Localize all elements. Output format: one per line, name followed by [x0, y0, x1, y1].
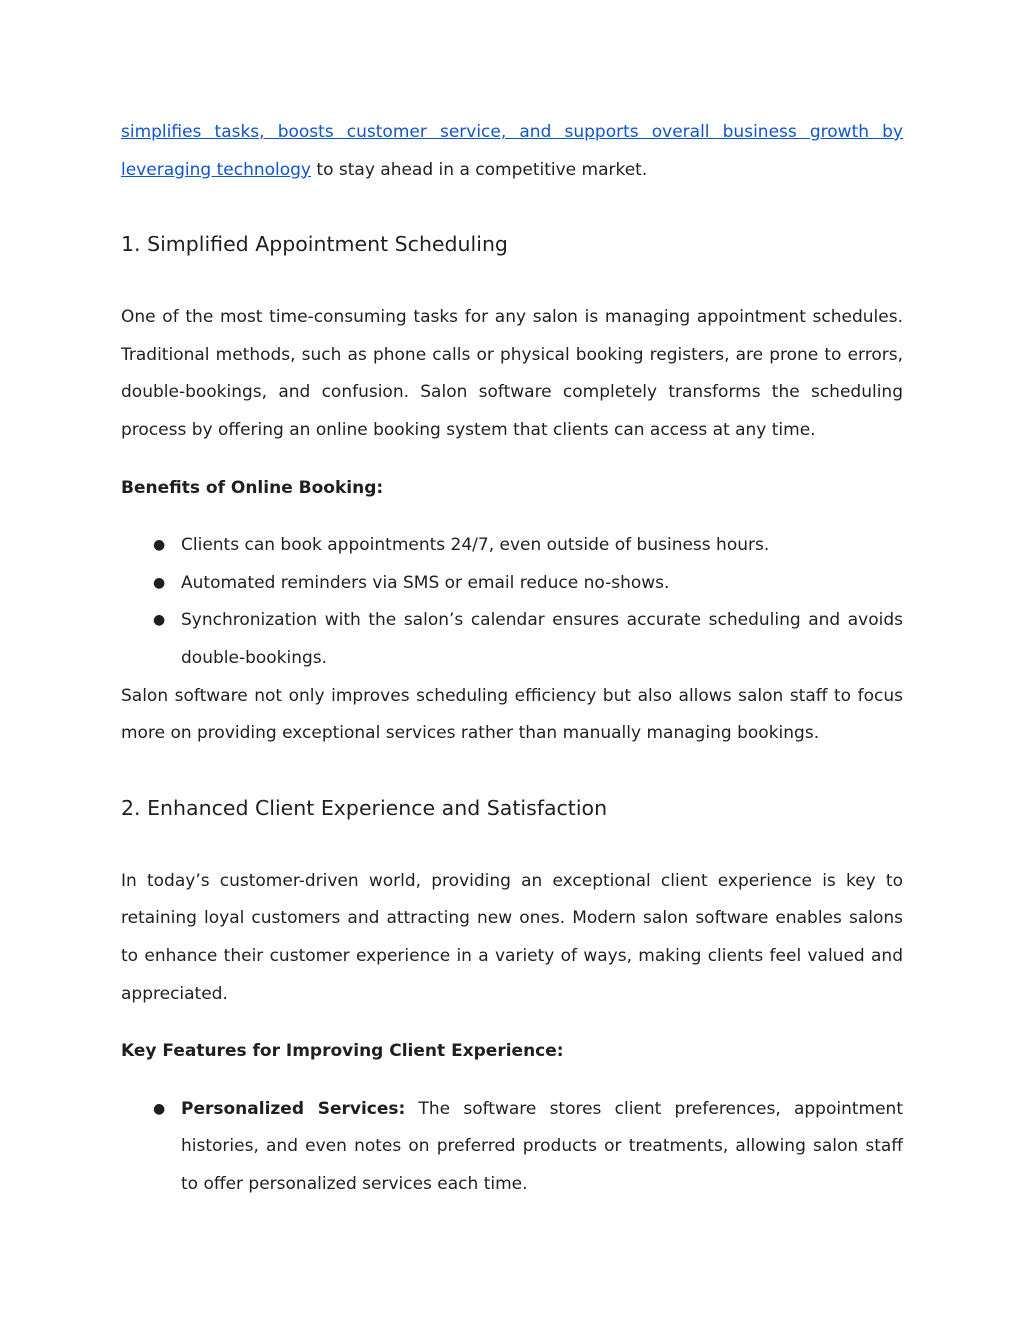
section-1-closing-paragraph: Salon software not only improves scheduling efficiency but also allows salon staff to focus more on providing exceptional services rather than manually managing bookings. [121, 685, 903, 744]
section-2-heading: 2. Enhanced Client Experience and Satisfaction [121, 795, 608, 820]
document-page [121, 114, 903, 1203]
section-1-paragraph: One of the most time-consuming tasks for any salon is managing appointment schedules. Traditional methods, such as phone calls or physical booking registers, are prone to errors, double-bookings, and confusion. Salon software completely transforms the scheduling process by offering an online booking system that clients can access at any time. [121, 307, 903, 440]
section-1-heading: 1. Simplified Appointment Scheduling [121, 232, 508, 257]
section-2-subheading: Key Features for Improving Client Experience: [121, 1041, 564, 1062]
section-1-subheading: Benefits of Online Booking: [121, 477, 384, 498]
bullet-icon: ● [153, 574, 166, 591]
list-item-text: Synchronization with the salon’s calendar ensures accurate scheduling and avoids double-bookings. [181, 610, 903, 668]
section-2-bullet-list [121, 1091, 903, 1204]
bullet-icon: ● [153, 537, 166, 554]
list-item-label: Personalized Services: [181, 1098, 406, 1119]
list-item-text: The software stores client preferences, appointment histories, and even notes on preferred products or treatments, allowing salon staff to offer personalized services each time. [181, 1098, 903, 1194]
intro-rest-text: to stay ahead in a competitive market. [311, 159, 648, 180]
section-2-paragraph: In today’s customer-driven world, providing an exceptional client experience is key to retaining loyal customers and attracting new ones. Modern salon software enables salons to enhance their customer experience in a variety of ways, making clients feel valued and appreciated. [121, 870, 903, 1004]
bullet-icon: ● [153, 612, 166, 629]
list-item [153, 602, 903, 677]
list-item [153, 1091, 903, 1204]
list-item [153, 565, 903, 603]
list-item-text: Clients can book appointments 24/7, even outside of business hours. [181, 535, 770, 556]
list-item-text: Automated reminders via SMS or email reduce no-shows. [181, 572, 670, 593]
bullet-icon: ● [153, 1100, 166, 1117]
section-1-bullet-list [121, 527, 903, 677]
list-item [153, 527, 903, 565]
intro-link[interactable]: simplifies tasks, boosts customer service, and supports overall business growth by leveraging technology [121, 122, 903, 180]
intro-paragraph [121, 114, 903, 189]
